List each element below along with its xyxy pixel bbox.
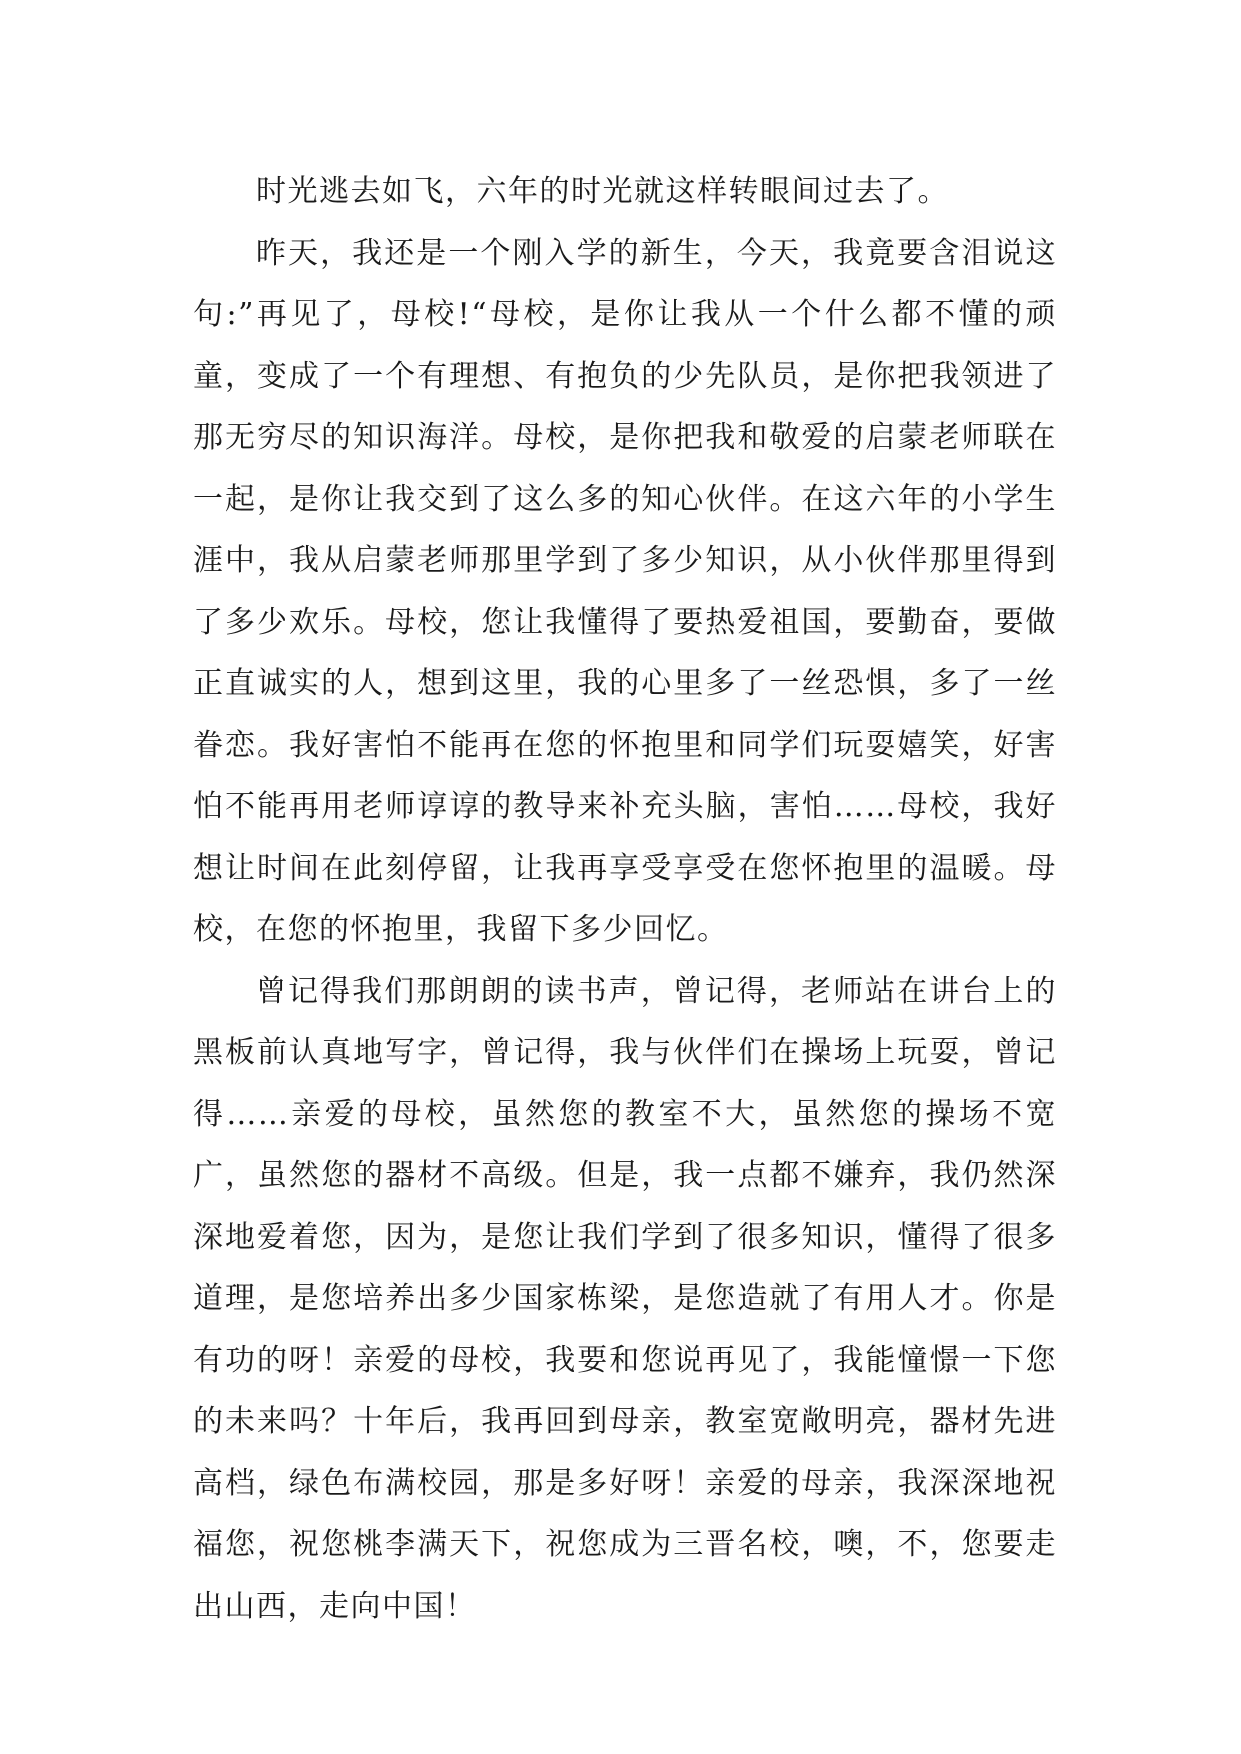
- document-body: [193, 161, 1057, 1637]
- paragraph-2: 昨天，我还是一个刚入学的新生，今天，我竟要含泪说这句:”再见了，母校!“母校，是你让我从一个什么都不懂的顽童，变成了一个有理想、有抱负的少先队员，是你把我领进了那无穷尽的知识海洋。母校，是你把我和敬爱的启蒙老师联在一起，是你让我交到了这么多的知心伙伴。在这六年的小学生涯中，我从启蒙老师那里学到了多少知识，从小伙伴那里得到了多少欢乐。母校，您让我懂得了要热爱祖国，要勤奋，要做正直诚实的人，想到这里，我的心里多了一丝恐惧，多了一丝眷恋。我好害怕不能再在您的怀抱里和同学们玩耍嬉笑，好害怕不能再用老师谆谆的教导来补充头脑，害怕……母校，我好想让时间在此刻停留，让我再享受享受在您怀抱里的温暖。母校，在您的怀抱里，我留下多少回忆。: [193, 235, 1057, 947]
- paragraph-3: 曾记得我们那朗朗的读书声，曾记得，老师站在讲台上的黑板前认真地写字，曾记得，我与伙伴们在操场上玩耍，曾记得……亲爱的母校，虽然您的教室不大，虽然您的操场不宽广，虽然您的器材不高级。但是，我一点都不嫌弃，我仍然深深地爱着您，因为，是您让我们学到了很多知识，懂得了很多道理，是您培养出多少国家栋梁，是您造就了有用人才。你是有功的呀！亲爱的母校，我要和您说再见了，我能憧憬一下您的未来吗？十年后，我再回到母亲，教室宽敞明亮，器材先进高档，绿色布满校园，那是多好呀！亲爱的母亲，我深深地祝福您，祝您桃李满天下，祝您成为三晋名校，噢，不，您要走出山西，走向中国！: [193, 973, 1057, 1624]
- paragraph-1: 时光逃去如飞，六年的时光就这样转眼间过去了。: [256, 174, 949, 209]
